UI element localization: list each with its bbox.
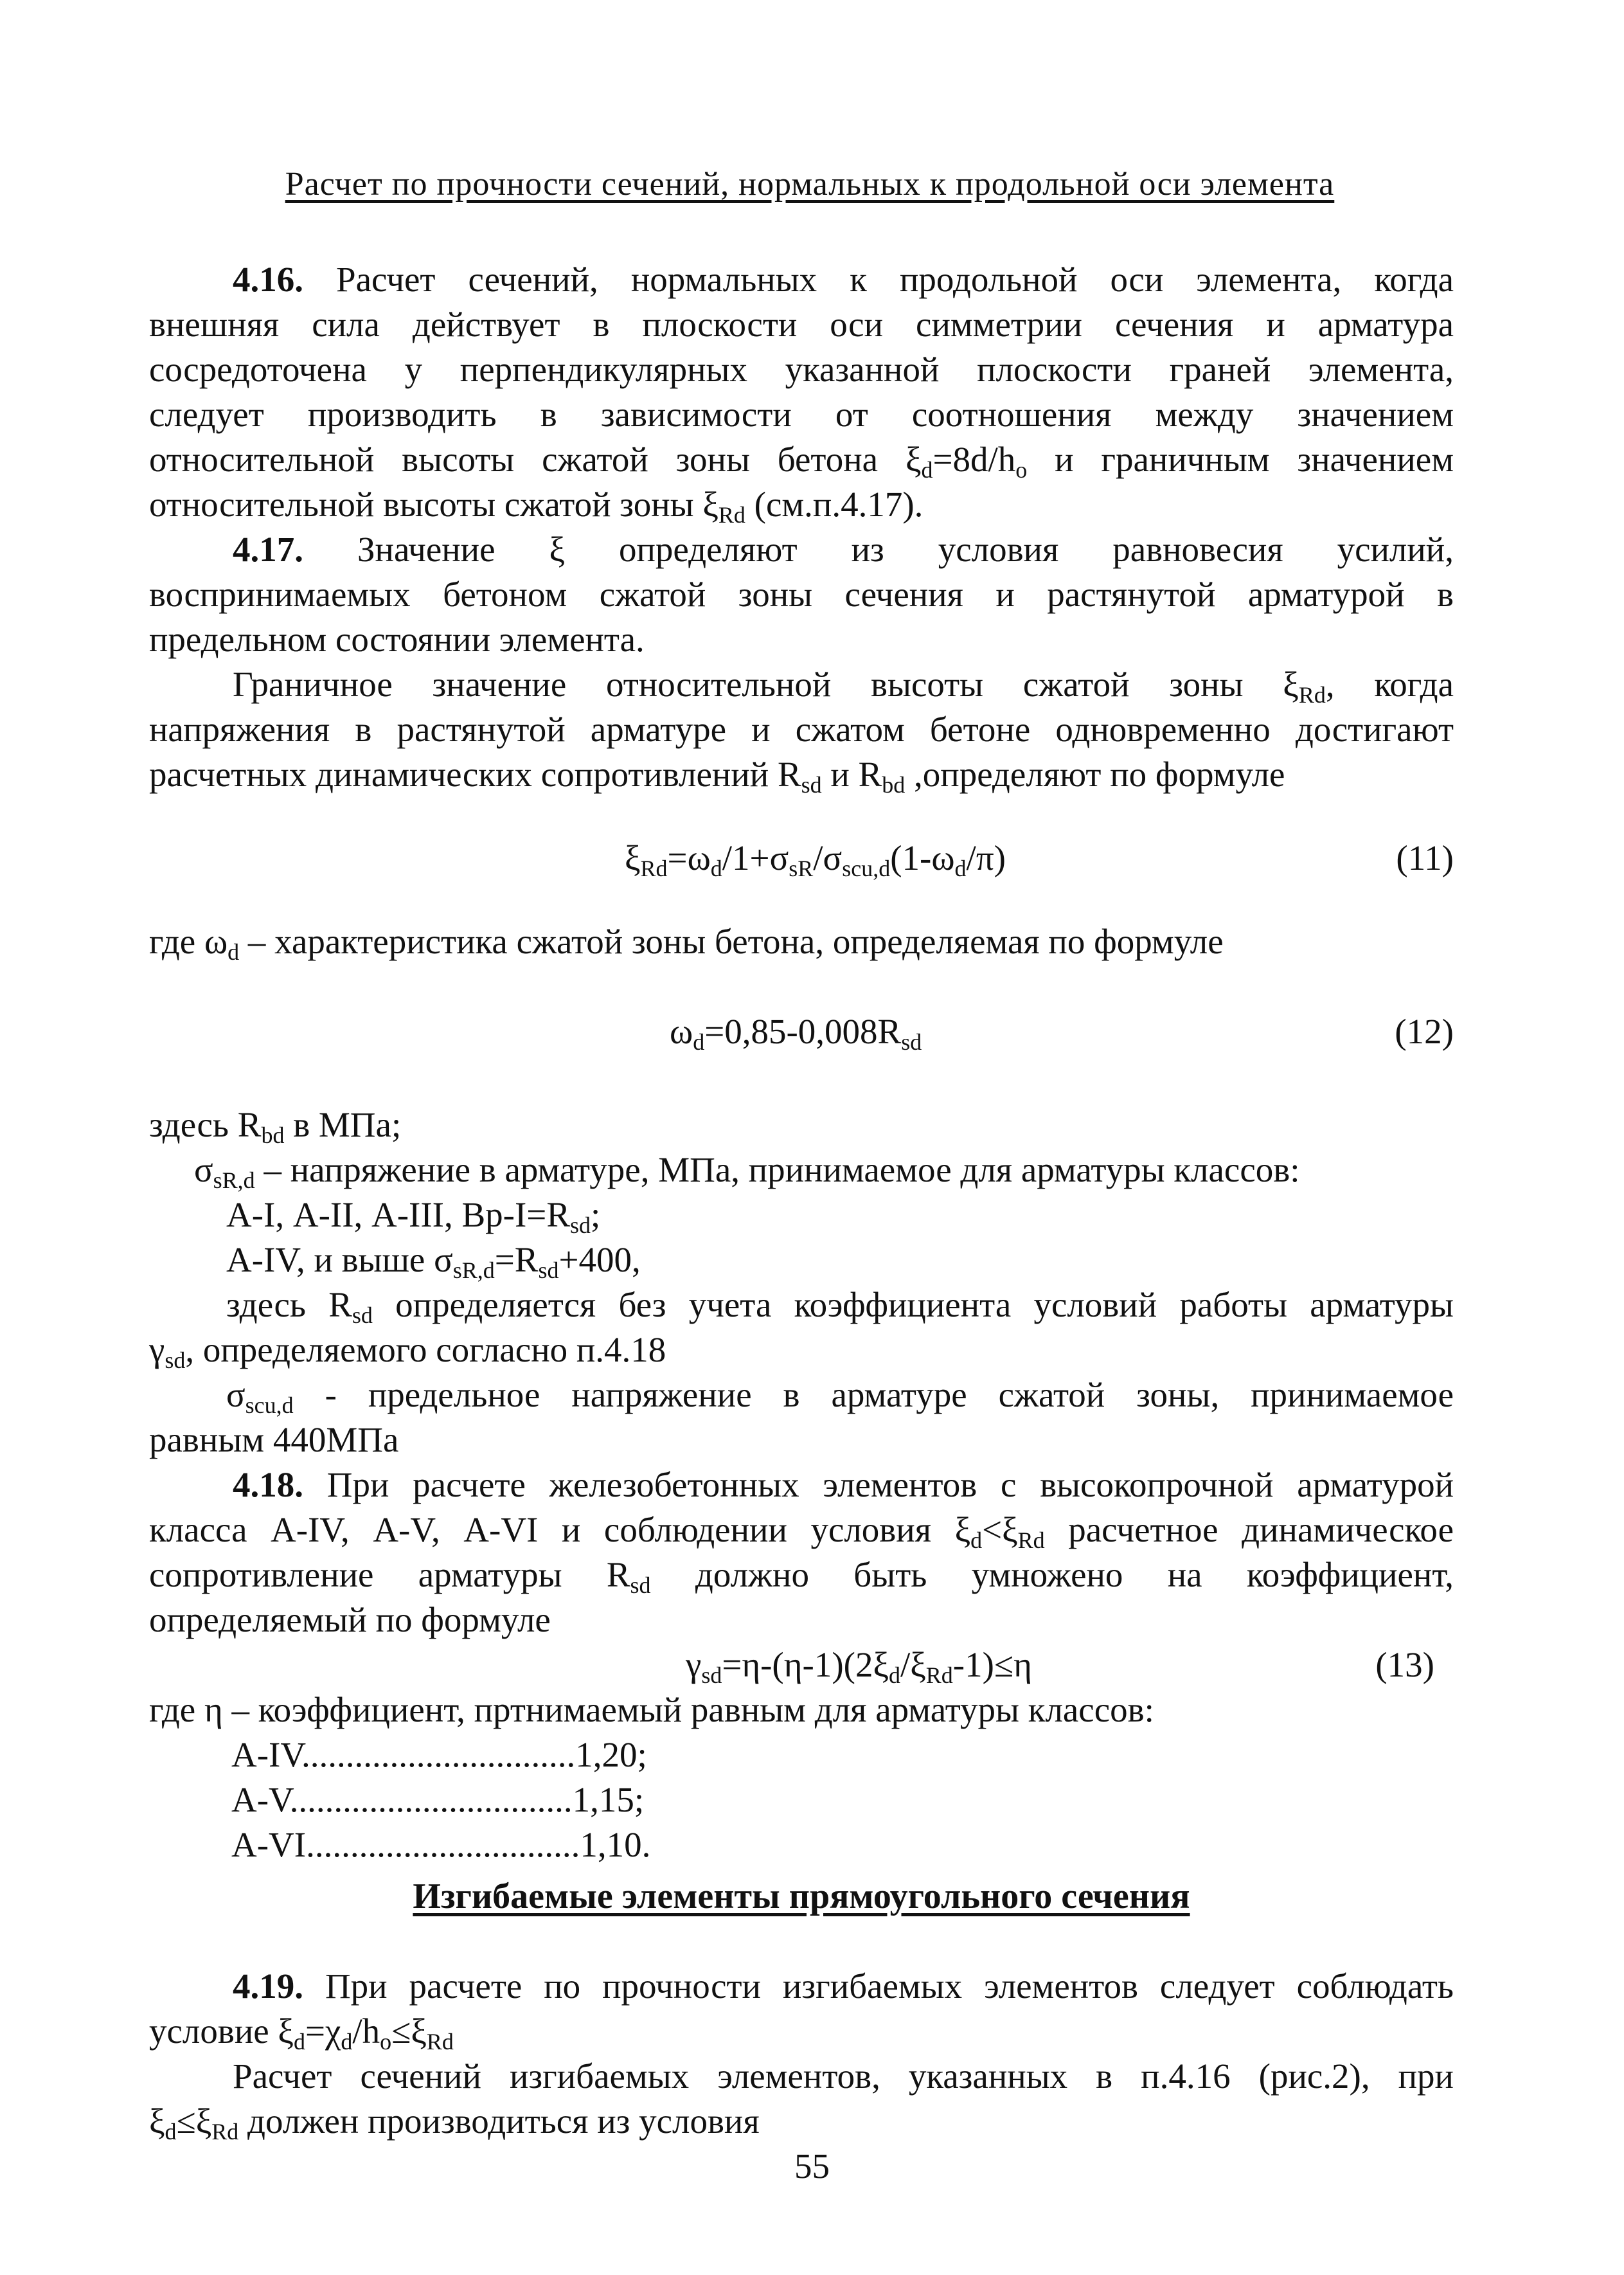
- page-title: Расчет по прочности сечений, нормальных к продольной оси элемента: [285, 166, 1335, 202]
- paragraph-sigma: $\sigma_{sR,d}$ – напряжение в арматуре, МПа, принимаемое для арматуры классов: А-I, А-II, А-III, $Вр-I=R_{sd}$; А-IV, и выше $\sigma_{sR,d}=R_{sd}+400$,: [194, 1150, 1300, 1283]
- coefficient-value: 1,20;: [575, 1735, 647, 1774]
- list-item: [231, 1732, 647, 1777]
- paragraph-where-omega: где $\omega_d$ – характеристика сжатой зоны бетона, определяемая по формуле: [149, 922, 1224, 965]
- formula-13-number: (13): [1375, 1645, 1434, 1684]
- list-item: [231, 1822, 650, 1867]
- formula-11-number: (11): [1396, 838, 1454, 877]
- leader-dots: ...............................: [306, 1825, 580, 1864]
- paragraph-4-17: 4.17. Значение ξ определяют из условия равновесия усилий, воспринимаемых бетоном сжатой зоны сечения и растянутой арматурой в предельном состоянии элемента.: [149, 530, 1454, 659]
- formula-11: [149, 836, 1454, 881]
- clause-number: 4.17.: [233, 530, 303, 569]
- formula-13-expression: $\gamma_{sd}=\eta-(\eta-1)(2\xi_d/\xi_{Rd}-1)\le\eta$: [686, 1645, 1032, 1688]
- paragraph-4-19: 4.19. При расчете по прочности изгибаемых элементов следует соблюдать условие $\xi_d=\chi_d/h_o\le\xi_{Rd}$: [149, 1966, 1454, 2055]
- page-number: 55: [794, 2146, 830, 2186]
- paragraph-where-eta: [149, 1687, 1454, 1732]
- formula-12-number: (12): [1395, 1012, 1454, 1051]
- leader-dots: ...............................: [301, 1735, 576, 1774]
- paragraph-calc: Расчет сечений изгибаемых элементов, указанных в п.4.16 (рис.2), при $\xi_d\le\xi_{Rd}$ должен производиться из условия: [149, 2056, 1454, 2145]
- section-heading: Изгибаемые элементы прямоугольного сечения: [413, 1876, 1190, 1916]
- coefficient-value: 1,15;: [572, 1780, 645, 1819]
- formula-11-expression: $\xi_{Rd}=\omega_d/1+\sigma_{sR}/\sigma_{scu,d}(1-\omega_d/\pi)$: [625, 838, 1006, 881]
- clause-number: 4.16.: [233, 260, 303, 299]
- paragraph-4-16: 4.16. Расчет сечений, нормальных к продольной оси элемента, когда внешняя сила действует в плоскости оси симметрии сечения и арматура сосредоточена у перпендикулярных указанной плоскости граней элемента, следует производить в зависимости от соотношения между значением относительной высоты сжатой зоны бетона $\xi_d=8d/h_o$ и граничным значением относительной высоты сжатой зоны $\xi_{Rd}$ (см.п.4.17).: [149, 260, 1454, 528]
- leader-dots: ................................: [289, 1780, 573, 1819]
- paragraph-here-rbd: здесь $R_{bd}$ в МПа;: [149, 1105, 402, 1148]
- paragraph-sigma-scu: $\sigma_{scu,d}$ - предельное напряжение в арматуре сжатой зоны, принимаемое равным 440МПа: [149, 1375, 1454, 1459]
- formula-12-expression: $\omega_d=0,85-0,008R_{sd}$: [670, 1012, 922, 1055]
- where-eta-text: где η – коэффициент, пртнимаемый равным для арматуры классов:: [149, 1690, 1154, 1729]
- list-item: [231, 1777, 644, 1822]
- formula-12: [149, 1009, 1454, 1054]
- clause-number: 4.18.: [233, 1465, 303, 1504]
- formula-13: [149, 1642, 1454, 1687]
- paragraph-boundary: Граничное значение относительной высоты сжатой зоны $\xi_{Rd}$, когда напряжения в растянутой арматуре и сжатом бетоне одновременно достигают расчетных динамических сопротивлений $R_{sd}$ и $R_{bd}$ ,определяют по формуле: [149, 665, 1454, 798]
- paragraph-4-18: 4.18. При расчете железобетонных элементов с высокопрочной арматурой класса А-IV, А-V, А-VI и соблюдении условия $\xi_d<\xi_{Rd}$ расчетное динамическое сопротивление арматуры $R_{sd}$ должно быть умножено на коэффициент, определяемый по формуле: [149, 1465, 1454, 1639]
- paragraph-here-rsd: здесь $R_{sd}$ определяется без учета коэффициента условий работы арматуры $\gamma_{sd}$, определяемого согласно п.4.18: [149, 1285, 1454, 1373]
- class-label: А-IV: [231, 1735, 301, 1774]
- class-label: А-VI: [231, 1825, 307, 1864]
- coefficient-value: 1,10.: [580, 1825, 651, 1864]
- clause-number: 4.19.: [233, 1966, 303, 2006]
- class-label: А-V: [231, 1780, 290, 1819]
